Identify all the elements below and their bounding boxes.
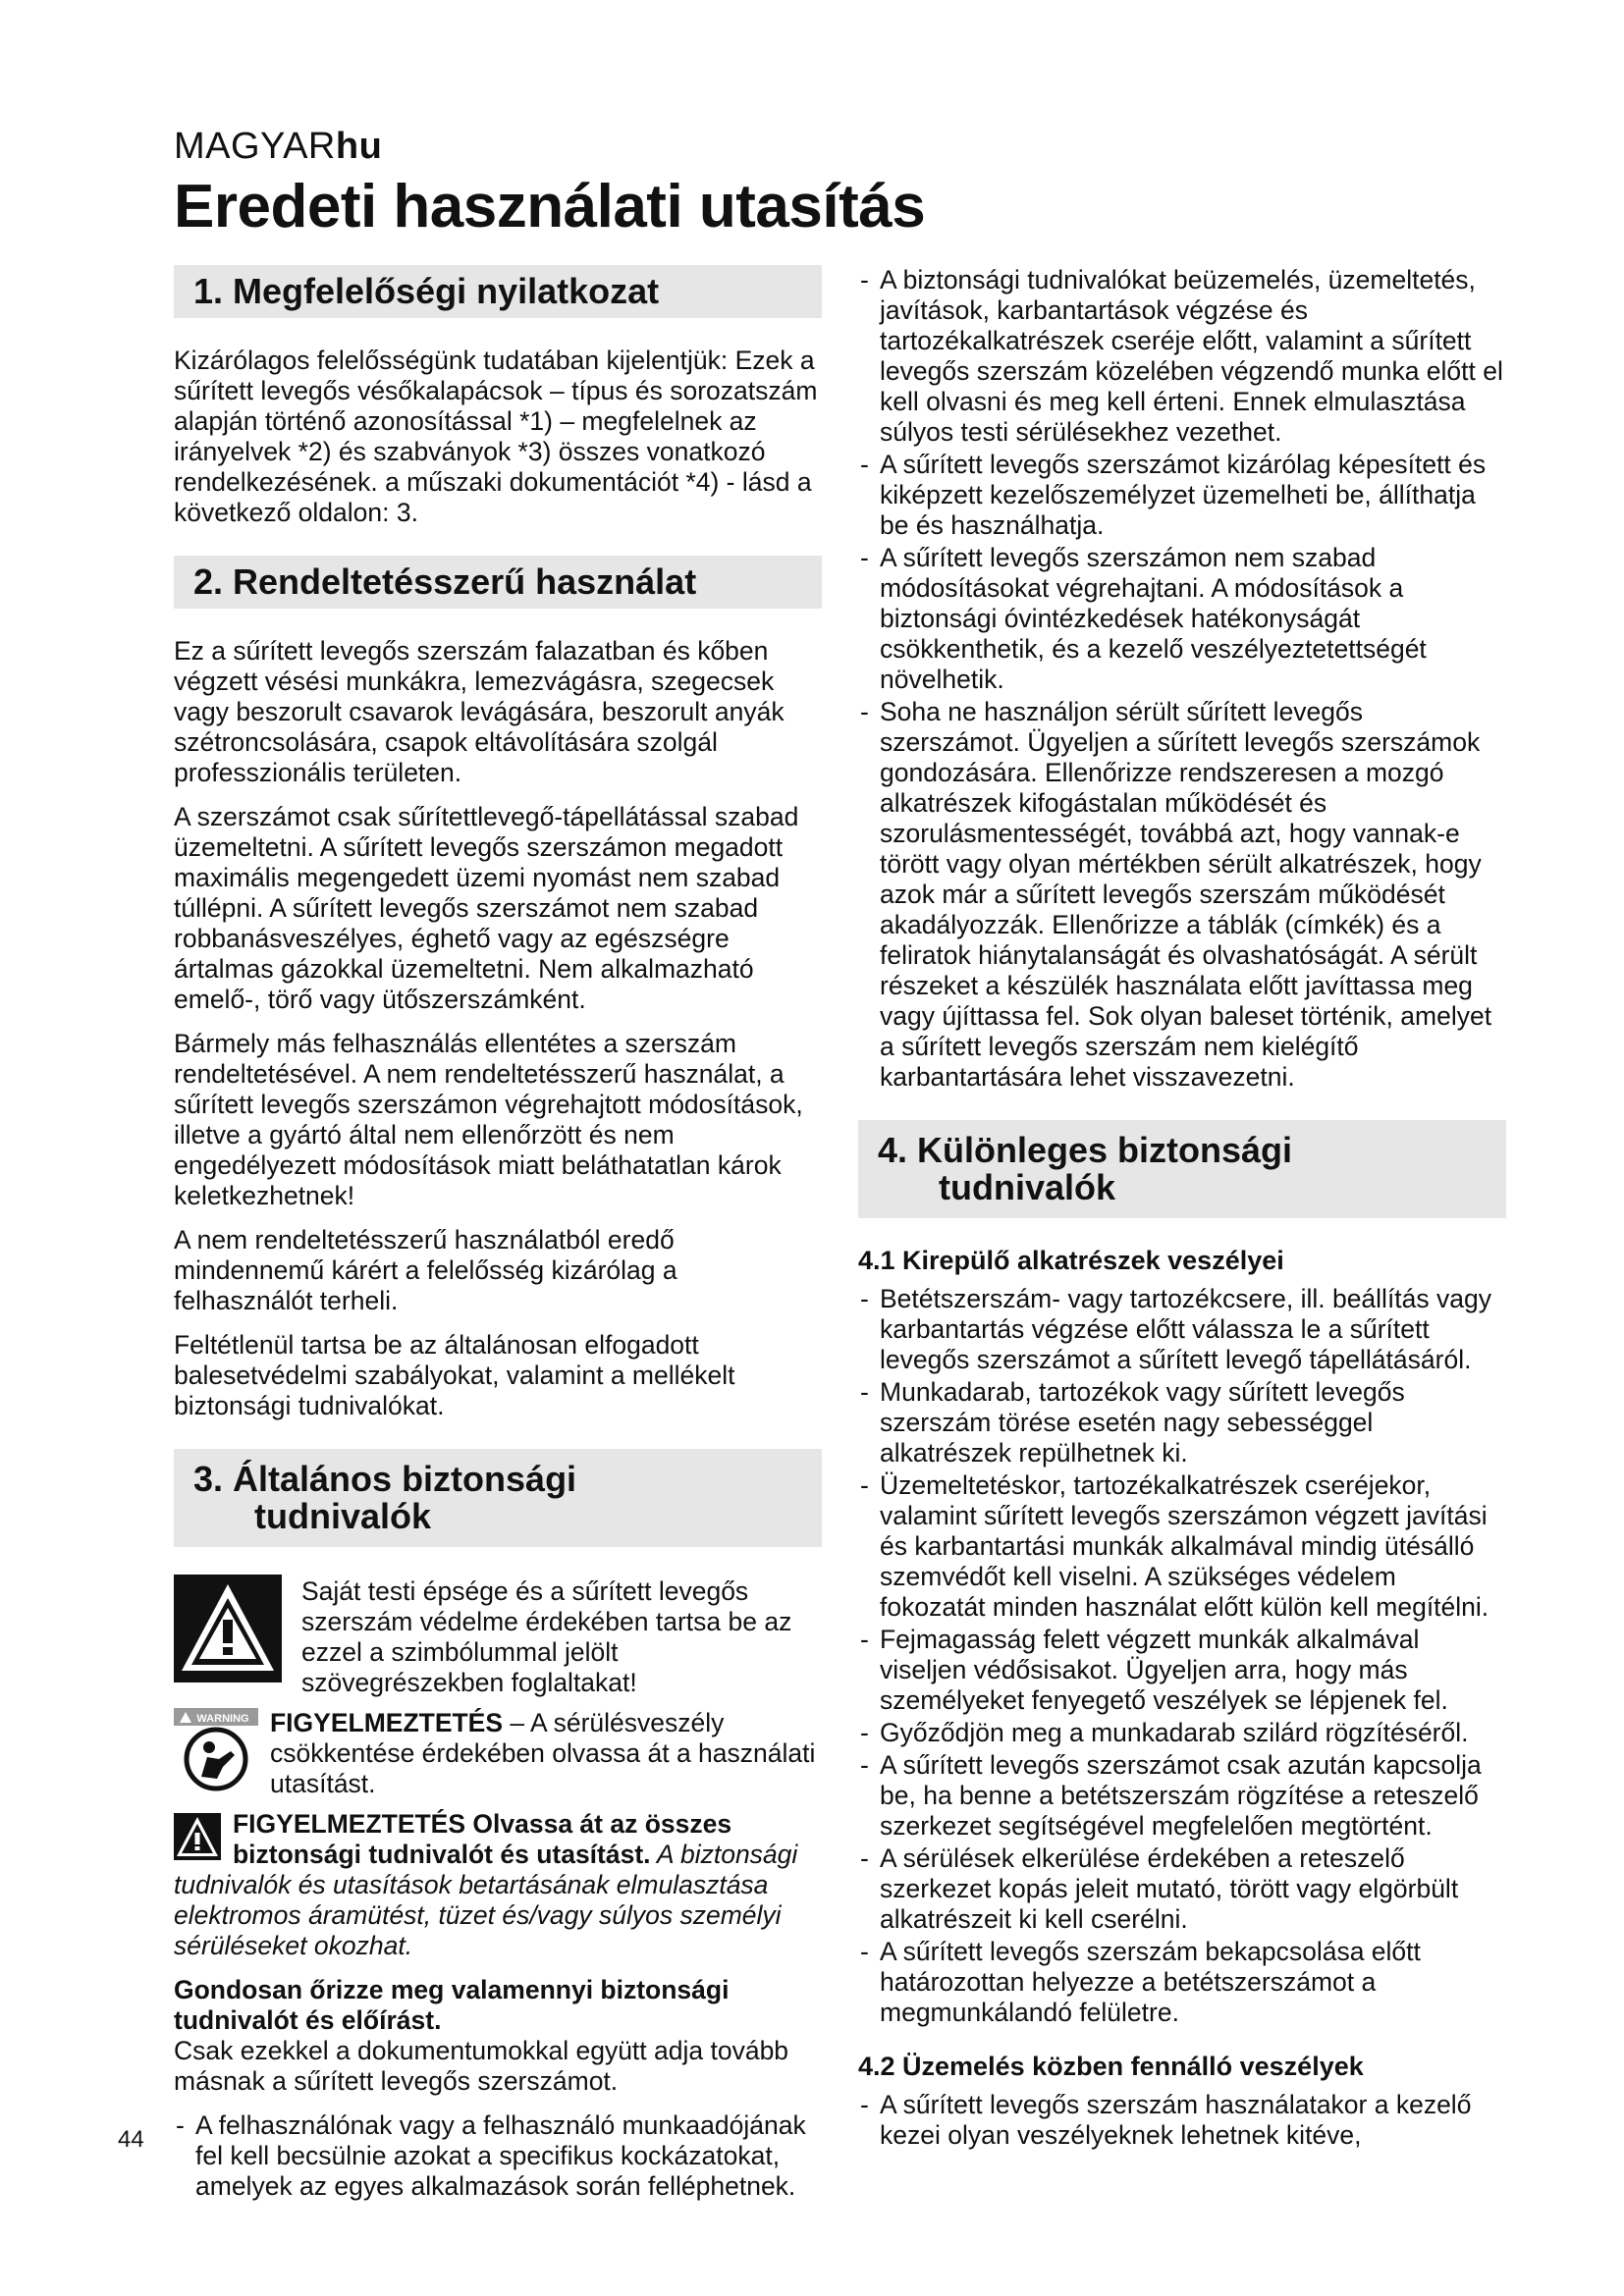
list-item: - Üzemeltetéskor, tartozékalkatrészek cseréjekor, valamint sűrített levegős szerszámon végzett javítási és karbantartási munkák alkalmával mindig ütésálló szemvédőt kell viselni. A szükséges védelem fokozatát minden használat előtt külön kell megítélni. [858,1470,1506,1623]
manual-warning-body: – A sérülésveszély csökkentése érdekében olvassa át a használati utasítást. [270,1708,816,1798]
safety-symbol-note [174,1575,822,1698]
small-warning-triangle-icon [174,1813,221,1867]
subsection-4-1-list [858,1284,1506,2028]
section-2-paragraph: A szerszámot csak sűrítettlevegő-tápellátással szabad üzemeltetni. A sűrített levegős szerszámon megadott maximális megengedett üzemi nyomást nem szabad túllépni. A sűrített levegős szerszámot nem szabad robbanásveszélyes, éghető vagy az egészségre ártalmas gázokkal üzemeltetni. Nem alkalmazható emelő-, törő vagy ütőszerszámként. [174,802,799,1014]
subsection-4-2-list [858,2090,1506,2151]
subsection-4-2-title: 4.2 Üzemelés közben fennálló veszélyek [858,2052,1364,2081]
section-2-paragraph: A nem rendeltetésszerű használatból eredő mindennemű kárért a felelősség kizárólag a felhasználót terheli. [174,1225,677,1315]
list-item: - A felhasználónak vagy a felhasználó munkaadójának fel kell becsülnie azokat a specifikus kockázatokat, amelyek az egyes alkalmazások során felléphetnek. [174,2110,822,2202]
section-2-paragraph: Bármely más felhasználás ellentétes a szerszám rendeltetésével. A nem rendeltetésszerű használat, a sűrített levegős szerszámon végrehajtott módosítások, illetve a gyártó által nem ellenőrzött és nem engedélyezett módosítások miatt beláthatatlan károk keletkezhetnek! [174,1029,803,1210]
language-label [174,126,382,168]
page-title: Eredeti használati utasítás [174,173,926,240]
safety-symbol-text: Saját testi épsége és a sűrített levegős szerszám védelme érdekében tartsa be az ezzel a szimbólummal jelölt szövegrészekben foglaltakat! [301,1576,792,1697]
page-number: 44 [118,2126,144,2153]
list-item: - Soha ne használjon sérült sűrített levegős szerszámot. Ügyeljen a sűrített levegős szerszámok gondozására. Ellenőrizze rendszeresen a mozgó alkatrészek kifogástalan működését és szorulásmentességét, továbbá azt, hogy vannak-e törött vagy olyan mértékben sérült alkatrészek, hogy azok már a sűrített levegős szerszám működését akadályozzák. Ellenőrizze a táblák (címkék) és a feliratok hiánytalanságát és olvashatóságát. A sérült részeket a készülék használata előtt javíttassa meg vagy újíttassa fel. Sok olyan baleset történik, amelyet a sűrített levegős szerszám nem kielégítő karbantartására lehet visszavezetni. [858,697,1506,1093]
read-manual-warning [174,1708,822,1799]
list-item: - Munkadarab, tartozékok vagy sűrített levegős szerszám törése esetén nagy sebességgel alkatrészek repülhetnek ki. [858,1377,1506,1468]
list-item: - Betétszerszám- vagy tartozékcsere, ill. beállítás vagy karbantartás végzése előtt válassza le a sűrített levegős szerszámot a sűrített levegő tápellátásáról. [858,1284,1506,1375]
list-item: - A biztonsági tudnivalókat beüzemelés, üzemeltetés, javítások, karbantartások végzése és tartozékalkatrészek cseréje előtt, valamint a sűrített levegős szerszám közelében végzendő munka előtt el kell olvasni és meg kell érteni. Ennek elmulasztása súlyos testi sérülésekhez vezethet. [858,265,1506,448]
section-3-heading [174,1449,822,1547]
read-manual-text [270,1708,822,1799]
language-code: hu [335,126,383,167]
warning-triangle-icon [174,1575,282,1689]
right-column [858,265,1506,2161]
section-4-heading [858,1120,1506,1218]
section-3-list-left [174,2110,822,2202]
warning-badge-text: WARNING [196,1713,249,1725]
read-manual-icon [174,1708,258,1799]
list-item: - A sűrített levegős szerszámot csak azután kapcsolja be, ha benne a betétszerszám rögzítése a reteszelő szerkezet segítségével megfelelően megtörtént. [858,1750,1506,1842]
list-item: - A sűrített levegős szerszámon nem szabad módosításokat végrehajtani. A módosítások a biztonsági óvintézkedések hatékonyságát csökkenthetik, és a kezelő veszélyeztetettségét növelhetik. [858,543,1506,695]
general-warning-bold: FIGYELMEZTETÉS Olvassa át az összes biztonsági tudnivalót és utasítást. [233,1809,732,1869]
subsection-4-1-title: 4.1 Kirepülő alkatrészek veszélyei [858,1246,1284,1275]
list-item: - A sűrített levegős szerszámot kizárólag képesített és kiképzett kezelőszemélyzet üzemelheti be, állíthatja be és használhatja. [858,450,1506,541]
general-warning-italic: A biztonsági tudnivalók és utasítások betartásának elmulasztása elektromos áramütést, tüzet és/vagy súlyos személyi sérüléseket okozhat. [174,1840,798,1960]
manual-warning-label: FIGYELMEZTETÉS [270,1708,504,1737]
section-3-heading-line2: tudnivalók [254,1496,432,1536]
left-column [174,265,822,2212]
list-item: - A sűrített levegős szerszám bekapcsolása előtt határozottan helyezze a betétszerszámot a megmunkálandó felületre. [858,1937,1506,2028]
section-2-heading: 2. Rendeltetésszerű használat [174,556,822,609]
keep-instructions-bold: Gondosan őrizze meg valamennyi biztonsági tudnivalót és előírást. [174,1975,730,2035]
section-1-heading: 1. Megfelelőségi nyilatkozat [174,265,822,318]
general-warning [174,1809,822,1961]
section-3-list-right [858,265,1506,1093]
section-2-paragraph: Feltétlenül tartsa be az általánosan elfogadott balesetvédelmi szabályokat, valamint a mellékelt biztonsági tudnivalókat. [174,1330,735,1420]
section-3-heading-line1: 3. Általános biztonsági [193,1459,577,1499]
section-4-heading-line2: tudnivalók [939,1167,1116,1207]
section-2-paragraph: Ez a sűrített levegős szerszám falazatban és kőben végzett vésési munkákra, lemezvágásra, szegecsek vagy beszorult csavarok levágására, beszorult anyák szétroncsolására, csapok eltávolítására szolgál professzionális területen. [174,636,785,787]
list-item: - A sérülések elkerülése érdekében a reteszelő szerkezet kopás jeleit mutató, törött vagy elgörbült alkatrészeit ki kell cserélni. [858,1843,1506,1935]
list-item: - Fejmagasság felett végzett munkák alkalmával viseljen védősisakot. Ügyeljen arra, hogy más személyeket fenyegető veszélyek se lépjenek fel. [858,1625,1506,1716]
section-1-text: Kizárólagos felelősségünk tudatában kijelentjük: Ezek a sűrített levegős vésőkalapácsok – típus és sorozatszám alapján történő azonosítással *1) – megfelelnek az irányelvek *2) és szabványok *3) összes vonatkozó rendelkezésének. a műszaki dokumentációt *4) - lásd a következő oldalon: 3. [174,346,818,527]
list-item: - Győződjön meg a munkadarab szilárd rögzítéséről. [858,1718,1506,1748]
section-4-heading-line1: 4. Különleges biztonsági [878,1130,1293,1170]
list-item: - A sűrített levegős szerszám használatakor a kezelő kezei olyan veszélyeknek lehetnek kitéve, [858,2090,1506,2151]
keep-instructions-text: Csak ezekkel a dokumentumokkal együtt adja tovább másnak a sűrített levegős szerszámot. [174,2036,789,2096]
language-prefix: MAGYAR [174,126,336,167]
keep-instructions [174,1975,822,2097]
